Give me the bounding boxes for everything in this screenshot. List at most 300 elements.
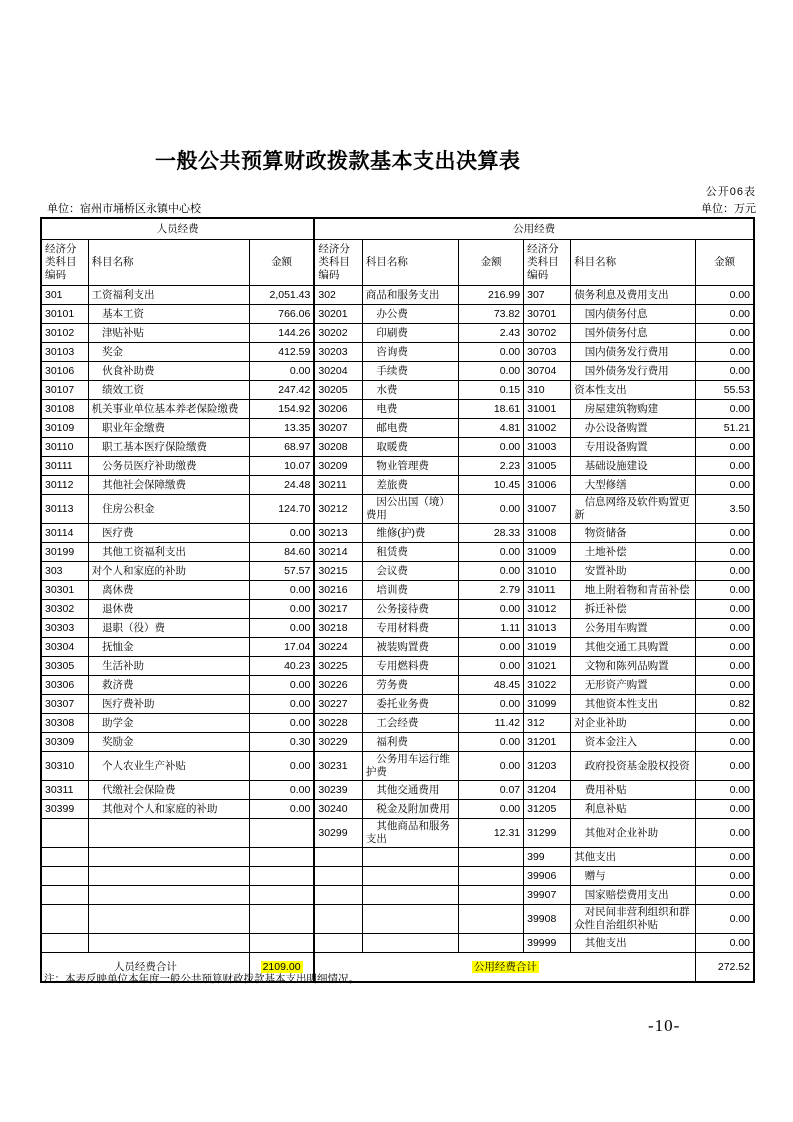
amount-cell: 3.50 [696, 495, 754, 524]
amount-cell: 0.00 [696, 781, 754, 800]
table-row [41, 657, 754, 676]
subject-name-cell: 助学金 [88, 714, 249, 733]
col-header-econ-code: 经济分类科目编码 [41, 240, 88, 286]
econ-code-cell: 30203 [314, 343, 362, 362]
amount-cell: 57.57 [249, 562, 314, 581]
amount-cell: 1.11 [459, 619, 524, 638]
subject-name-cell: 取暖费 [362, 438, 458, 457]
econ-code-cell: 30205 [314, 381, 362, 400]
econ-code-cell: 303 [41, 562, 88, 581]
subject-name-cell: 公务员医疗补助缴费 [88, 457, 249, 476]
subject-name-cell: 房屋建筑物购建 [571, 400, 696, 419]
amount-cell: 0.00 [249, 600, 314, 619]
subject-name-cell: 住房公积金 [88, 495, 249, 524]
amount-cell: 0.00 [249, 619, 314, 638]
econ-code-cell: 30224 [314, 638, 362, 657]
econ-code-cell [41, 886, 88, 905]
econ-code-cell: 31201 [524, 733, 571, 752]
subject-name-cell [362, 886, 458, 905]
econ-code-cell [314, 848, 362, 867]
table-row [41, 781, 754, 800]
amount-cell [249, 867, 314, 886]
subject-name-cell: 大型修缮 [571, 476, 696, 495]
subject-name-cell: 信息网络及软件购置更新 [571, 495, 696, 524]
subject-name-cell: 会议费 [362, 562, 458, 581]
table-row [41, 733, 754, 752]
subject-name-cell: 安置补助 [571, 562, 696, 581]
econ-code-cell: 399 [524, 848, 571, 867]
subject-name-cell: 委托业务费 [362, 695, 458, 714]
amount-cell: 10.45 [459, 476, 524, 495]
subject-name-cell: 国内债务付息 [571, 305, 696, 324]
subject-name-cell: 邮电费 [362, 419, 458, 438]
econ-code-cell: 30109 [41, 419, 88, 438]
amount-cell: 18.61 [459, 400, 524, 419]
econ-code-cell [41, 867, 88, 886]
amount-cell: 2,051.43 [249, 286, 314, 305]
subject-name-cell [88, 886, 249, 905]
table-row [41, 581, 754, 600]
subject-name-cell: 赠与 [571, 867, 696, 886]
amount-cell: 2.23 [459, 457, 524, 476]
subject-name-cell: 资本性支出 [571, 381, 696, 400]
subject-name-cell: 公务接待费 [362, 600, 458, 619]
subject-name-cell: 其他对个人和家庭的补助 [88, 800, 249, 819]
subject-name-cell: 职工基本医疗保险缴费 [88, 438, 249, 457]
amount-cell: 0.00 [696, 619, 754, 638]
econ-code-cell: 30206 [314, 400, 362, 419]
econ-code-cell: 30306 [41, 676, 88, 695]
table-row [41, 343, 754, 362]
econ-code-cell: 31203 [524, 752, 571, 781]
amount-cell [249, 886, 314, 905]
subject-name-cell: 印刷费 [362, 324, 458, 343]
subject-name-cell: 租赁费 [362, 543, 458, 562]
subject-name-cell: 土地补偿 [571, 543, 696, 562]
amount-cell: 0.00 [459, 362, 524, 381]
econ-code-cell: 307 [524, 286, 571, 305]
table-row [41, 638, 754, 657]
econ-code-cell: 31002 [524, 419, 571, 438]
econ-code-cell: 31011 [524, 581, 571, 600]
econ-code-cell: 30212 [314, 495, 362, 524]
subject-name-cell: 机关事业单位基本养老保险缴费 [88, 400, 249, 419]
econ-code-cell: 30216 [314, 581, 362, 600]
amount-cell [459, 848, 524, 867]
amount-cell: 73.82 [459, 305, 524, 324]
table-row [41, 362, 754, 381]
amount-cell: 11.42 [459, 714, 524, 733]
econ-code-cell: 30114 [41, 524, 88, 543]
subject-name-cell: 医疗费 [88, 524, 249, 543]
econ-code-cell [314, 867, 362, 886]
econ-code-cell: 30108 [41, 400, 88, 419]
subject-name-cell: 公务用车购置 [571, 619, 696, 638]
table-row [41, 562, 754, 581]
econ-code-cell: 30305 [41, 657, 88, 676]
table-row [41, 476, 754, 495]
table-row [41, 752, 754, 781]
amount-cell: 55.53 [696, 381, 754, 400]
econ-code-cell: 30199 [41, 543, 88, 562]
econ-code-cell: 30299 [314, 819, 362, 848]
table-row [41, 457, 754, 476]
econ-code-cell: 30227 [314, 695, 362, 714]
subject-name-cell: 物资储备 [571, 524, 696, 543]
amount-cell: 84.60 [249, 543, 314, 562]
econ-code-cell: 30107 [41, 381, 88, 400]
subject-name-cell: 其他支出 [571, 848, 696, 867]
amount-cell: 0.00 [696, 819, 754, 848]
amount-cell: 0.00 [696, 752, 754, 781]
amount-cell: 48.45 [459, 676, 524, 695]
table-row [41, 419, 754, 438]
amount-cell: 0.00 [249, 676, 314, 695]
amount-cell: 0.00 [696, 524, 754, 543]
subject-name-cell: 奖励金 [88, 733, 249, 752]
econ-code-cell: 31006 [524, 476, 571, 495]
subject-name-cell: 其他社会保障缴费 [88, 476, 249, 495]
amount-cell: 0.00 [696, 457, 754, 476]
econ-code-cell: 30301 [41, 581, 88, 600]
public-total-label: 公用经费合计 [314, 953, 696, 983]
subject-name-cell: 维修(护)费 [362, 524, 458, 543]
table-row [41, 524, 754, 543]
econ-code-cell: 30399 [41, 800, 88, 819]
amount-cell: 0.00 [696, 867, 754, 886]
amount-cell: 0.00 [696, 581, 754, 600]
econ-code-cell: 30303 [41, 619, 88, 638]
subject-name-cell: 培训费 [362, 581, 458, 600]
econ-code-cell: 30704 [524, 362, 571, 381]
amount-cell: 10.07 [249, 457, 314, 476]
amount-cell: 247.42 [249, 381, 314, 400]
table-row [41, 600, 754, 619]
subject-name-cell: 绩效工资 [88, 381, 249, 400]
amount-cell [249, 848, 314, 867]
subject-name-cell: 对个人和家庭的补助 [88, 562, 249, 581]
subject-name-cell: 劳务费 [362, 676, 458, 695]
subject-name-cell: 个人农业生产补贴 [88, 752, 249, 781]
subject-name-cell: 其他交通费用 [362, 781, 458, 800]
amount-cell: 412.59 [249, 343, 314, 362]
econ-code-cell: 31009 [524, 543, 571, 562]
subject-name-cell: 代缴社会保险费 [88, 781, 249, 800]
econ-code-cell: 30111 [41, 457, 88, 476]
table-row [41, 495, 754, 524]
subject-name-cell: 抚恤金 [88, 638, 249, 657]
econ-code-cell: 30209 [314, 457, 362, 476]
subject-name-cell [362, 905, 458, 934]
table-row [41, 905, 754, 934]
econ-code-cell: 31013 [524, 619, 571, 638]
amount-cell: 4.81 [459, 419, 524, 438]
amount-cell: 0.00 [696, 543, 754, 562]
subject-name-cell: 差旅费 [362, 476, 458, 495]
subject-name-cell: 电费 [362, 400, 458, 419]
econ-code-cell: 30240 [314, 800, 362, 819]
econ-code-cell [41, 934, 88, 953]
econ-code-cell: 301 [41, 286, 88, 305]
amount-cell: 0.00 [249, 781, 314, 800]
amount-cell: 0.00 [696, 362, 754, 381]
econ-code-cell: 30702 [524, 324, 571, 343]
econ-code-cell [41, 819, 88, 848]
amount-cell: 144.26 [249, 324, 314, 343]
subject-name-cell: 资本金注入 [571, 733, 696, 752]
amount-cell: 0.00 [459, 438, 524, 457]
econ-code-cell: 30112 [41, 476, 88, 495]
econ-code-cell: 39908 [524, 905, 571, 934]
amount-cell: 0.00 [459, 343, 524, 362]
table-row [41, 286, 754, 305]
subject-name-cell: 手续费 [362, 362, 458, 381]
subject-name-cell: 离休费 [88, 581, 249, 600]
amount-cell: 216.99 [459, 286, 524, 305]
econ-code-cell: 30701 [524, 305, 571, 324]
amount-cell: 0.82 [696, 695, 754, 714]
econ-code-cell: 30208 [314, 438, 362, 457]
subject-name-cell [362, 867, 458, 886]
subject-name-cell: 专用材料费 [362, 619, 458, 638]
subject-name-cell: 无形资产购置 [571, 676, 696, 695]
col-header-amount: 金额 [696, 240, 754, 286]
econ-code-cell: 30302 [41, 600, 88, 619]
econ-code-cell: 31010 [524, 562, 571, 581]
econ-code-cell: 31007 [524, 495, 571, 524]
subject-name-cell: 其他商品和服务支出 [362, 819, 458, 848]
amount-cell: 40.23 [249, 657, 314, 676]
econ-code-cell: 30201 [314, 305, 362, 324]
subject-name-cell [88, 867, 249, 886]
econ-code-cell: 30310 [41, 752, 88, 781]
amount-cell: 0.00 [696, 305, 754, 324]
econ-code-cell: 31099 [524, 695, 571, 714]
amount-cell: 0.00 [696, 476, 754, 495]
amount-cell: 0.00 [696, 638, 754, 657]
amount-cell [459, 867, 524, 886]
subject-name-cell: 咨询费 [362, 343, 458, 362]
econ-code-cell: 31001 [524, 400, 571, 419]
amount-cell: 0.00 [696, 676, 754, 695]
subject-name-cell: 国家赔偿费用支出 [571, 886, 696, 905]
table-row [41, 848, 754, 867]
amount-cell: 68.97 [249, 438, 314, 457]
subject-name-cell: 办公设备购置 [571, 419, 696, 438]
subject-name-cell: 费用补贴 [571, 781, 696, 800]
table-row [41, 695, 754, 714]
econ-code-cell [41, 848, 88, 867]
amount-cell: 0.00 [459, 657, 524, 676]
subject-name-cell [362, 848, 458, 867]
subject-name-cell [88, 934, 249, 953]
form-code: 公开06表 [705, 186, 756, 198]
col-header-subject-name: 科目名称 [571, 240, 696, 286]
subject-name-cell: 其他资本性支出 [571, 695, 696, 714]
econ-code-cell: 30304 [41, 638, 88, 657]
table-row [41, 381, 754, 400]
amount-cell: 0.00 [696, 438, 754, 457]
amount-cell: 154.92 [249, 400, 314, 419]
table-note: 注：本表反映单位本年度一般公共预算财政拨款基本支出明细情况。 [44, 973, 359, 985]
econ-code-cell: 31021 [524, 657, 571, 676]
econ-code-cell: 30214 [314, 543, 362, 562]
unit-name: 单位：宿州市埇桥区永镇中心校 [47, 203, 201, 215]
subject-name-cell: 基本工资 [88, 305, 249, 324]
amount-cell: 0.07 [459, 781, 524, 800]
amount-cell [459, 886, 524, 905]
amount-cell: 0.15 [459, 381, 524, 400]
econ-code-cell: 30101 [41, 305, 88, 324]
subject-name-cell: 债务利息及费用支出 [571, 286, 696, 305]
subject-name-cell: 职业年金缴费 [88, 419, 249, 438]
group-header-row [41, 218, 754, 240]
personnel-total-label: 人员经费合计 [41, 953, 249, 983]
unit-currency: 单位：万元 [701, 203, 756, 215]
table-row [41, 400, 754, 419]
subject-name-cell: 基础设施建设 [571, 457, 696, 476]
econ-code-cell: 30226 [314, 676, 362, 695]
econ-code-cell: 30229 [314, 733, 362, 752]
subject-name-cell: 国内债务发行费用 [571, 343, 696, 362]
econ-code-cell: 30311 [41, 781, 88, 800]
col-header-subject-name: 科目名称 [88, 240, 249, 286]
subject-name-cell: 工资福利支出 [88, 286, 249, 305]
econ-code-cell: 30218 [314, 619, 362, 638]
col-header-amount: 金额 [459, 240, 524, 286]
subject-name-cell: 奖金 [88, 343, 249, 362]
econ-code-cell: 30225 [314, 657, 362, 676]
amount-cell: 0.00 [459, 752, 524, 781]
public-group-header: 公用经费 [314, 218, 754, 240]
amount-cell: 766.06 [249, 305, 314, 324]
econ-code-cell: 31003 [524, 438, 571, 457]
amount-cell [249, 905, 314, 934]
subject-name-cell: 物业管理费 [362, 457, 458, 476]
subject-name-cell: 国外债务发行费用 [571, 362, 696, 381]
amount-cell: 0.00 [459, 733, 524, 752]
subject-name-cell: 生活补助 [88, 657, 249, 676]
amount-cell: 2.43 [459, 324, 524, 343]
amount-cell: 0.00 [249, 524, 314, 543]
subject-name-cell: 政府投资基金股权投资 [571, 752, 696, 781]
subject-name-cell: 其他对企业补助 [571, 819, 696, 848]
amount-cell: 0.00 [249, 752, 314, 781]
subject-name-cell: 水费 [362, 381, 458, 400]
col-header-econ-code: 经济分类科目编码 [314, 240, 362, 286]
subject-name-cell: 商品和服务支出 [362, 286, 458, 305]
econ-code-cell: 39906 [524, 867, 571, 886]
amount-cell: 0.00 [696, 905, 754, 934]
table-row [41, 934, 754, 953]
amount-cell: 51.21 [696, 419, 754, 438]
col-header-subject-name: 科目名称 [362, 240, 458, 286]
econ-code-cell [41, 905, 88, 934]
col-header-econ-code: 经济分类科目编码 [524, 240, 571, 286]
amount-cell: 0.00 [249, 695, 314, 714]
econ-code-cell: 30211 [314, 476, 362, 495]
subject-name-cell: 专用设备购置 [571, 438, 696, 457]
personnel-group-header: 人员经费 [41, 218, 314, 240]
econ-code-cell: 30213 [314, 524, 362, 543]
subject-name-cell: 对企业补助 [571, 714, 696, 733]
subject-name-cell: 拆迁补偿 [571, 600, 696, 619]
econ-code-cell: 31008 [524, 524, 571, 543]
amount-cell: 12.31 [459, 819, 524, 848]
amount-cell [459, 905, 524, 934]
table-row [41, 324, 754, 343]
amount-cell: 0.00 [459, 800, 524, 819]
table-row [41, 714, 754, 733]
econ-code-cell: 30217 [314, 600, 362, 619]
econ-code-cell: 30106 [41, 362, 88, 381]
amount-cell: 24.48 [249, 476, 314, 495]
econ-code-cell: 31022 [524, 676, 571, 695]
amount-cell: 0.00 [249, 800, 314, 819]
subject-name-cell: 伙食补助费 [88, 362, 249, 381]
page-title: 一般公共预算财政拨款基本支出决算表 [155, 150, 521, 173]
amount-cell: 0.00 [696, 886, 754, 905]
subject-name-cell: 退职（役）费 [88, 619, 249, 638]
amount-cell: 0.00 [696, 400, 754, 419]
subject-name-cell: 文物和陈列品购置 [571, 657, 696, 676]
econ-code-cell: 31299 [524, 819, 571, 848]
amount-cell: 0.00 [696, 562, 754, 581]
econ-code-cell: 31012 [524, 600, 571, 619]
subject-name-cell: 福利费 [362, 733, 458, 752]
subject-name-cell: 津贴补贴 [88, 324, 249, 343]
amount-cell [249, 934, 314, 953]
subject-name-cell: 办公费 [362, 305, 458, 324]
subject-name-cell: 地上附着物和青苗补偿 [571, 581, 696, 600]
econ-code-cell [314, 934, 362, 953]
econ-code-cell: 31019 [524, 638, 571, 657]
amount-cell: 0.00 [696, 343, 754, 362]
amount-cell: 0.00 [696, 286, 754, 305]
subject-name-cell: 国外债务付息 [571, 324, 696, 343]
amount-cell: 28.33 [459, 524, 524, 543]
amount-cell: 0.00 [459, 695, 524, 714]
amount-cell: 0.00 [696, 800, 754, 819]
subject-name-cell: 救济费 [88, 676, 249, 695]
econ-code-cell: 31005 [524, 457, 571, 476]
amount-cell: 0.00 [249, 581, 314, 600]
col-header-amount: 金额 [249, 240, 314, 286]
subject-name-cell: 税金及附加费用 [362, 800, 458, 819]
table-row [41, 800, 754, 819]
subject-name-cell [362, 934, 458, 953]
econ-code-cell: 31204 [524, 781, 571, 800]
amount-cell: 0.00 [696, 733, 754, 752]
subject-name-cell [88, 819, 249, 848]
table-row [41, 819, 754, 848]
amount-cell: 0.00 [696, 934, 754, 953]
table-row [41, 867, 754, 886]
amount-cell: 0.00 [696, 324, 754, 343]
amount-cell: 13.35 [249, 419, 314, 438]
econ-code-cell: 30103 [41, 343, 88, 362]
econ-code-cell: 302 [314, 286, 362, 305]
amount-cell: 0.00 [696, 714, 754, 733]
budget-table-body [41, 286, 754, 953]
amount-cell: 0.00 [696, 600, 754, 619]
amount-cell: 17.04 [249, 638, 314, 657]
subject-name-cell: 医疗费补助 [88, 695, 249, 714]
econ-code-cell [314, 886, 362, 905]
subject-name-cell: 对民间非营利组织和群众性自治组织补贴 [571, 905, 696, 934]
personnel-total-value: 2109.00 [249, 953, 314, 983]
subject-name-cell: 专用燃料费 [362, 657, 458, 676]
